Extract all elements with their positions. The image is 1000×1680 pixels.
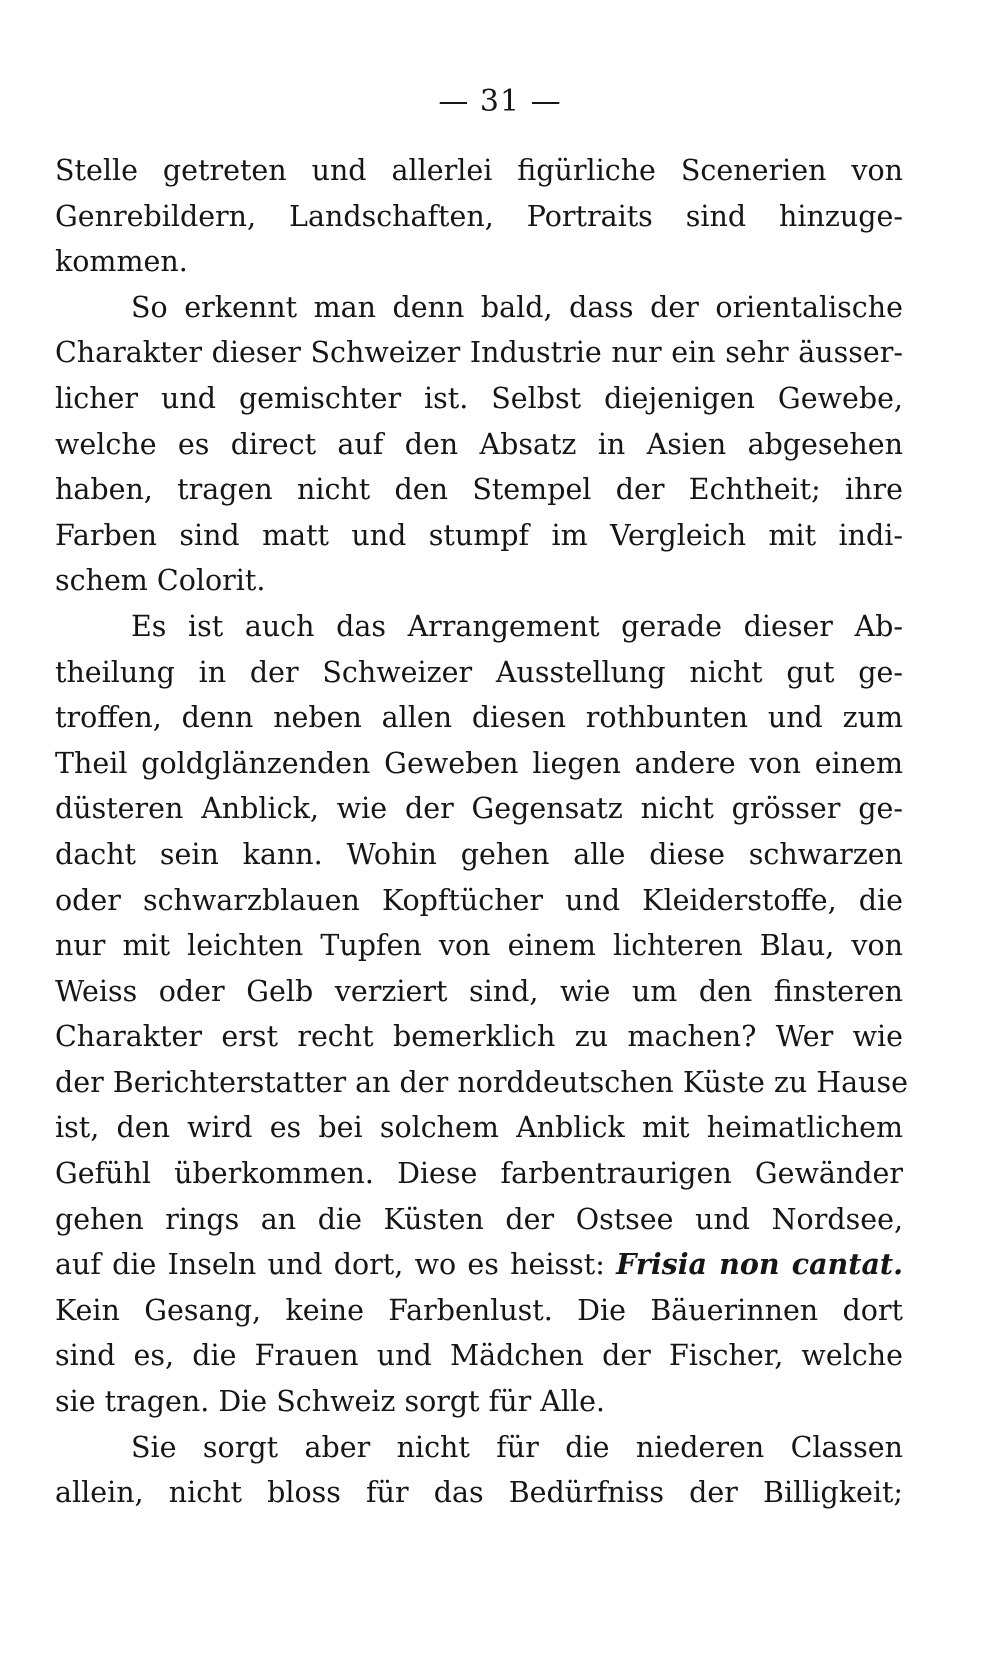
text-line: troffen, denn neben allen diesen rothbunten und zum: [55, 701, 903, 735]
paragraph-2: [55, 285, 903, 604]
text-line: So erkennt man denn bald, dass der orientalische: [131, 290, 903, 324]
text-line: theilung in der Schweizer Ausstellung nicht gut ge-: [55, 655, 903, 689]
page-number: — 31 —: [438, 84, 562, 119]
text-line: oder schwarzblauen Kopftücher und Kleiderstoffe, die: [55, 883, 903, 917]
text-line: der Berichterstatter an der norddeutschen Küste zu Hause: [55, 1065, 908, 1099]
text-line: dacht sein kann. Wohin gehen alle diese schwarzen: [55, 837, 903, 871]
text-line: Stelle getreten und allerlei figürliche Scenerien von: [55, 154, 903, 187]
text-segment: auf die Inseln und dort, wo es heisst:: [55, 1248, 605, 1282]
text-line: welche es direct auf den Absatz in Asien abgesehen: [55, 427, 903, 461]
italic-phrase: Frisia non cantat.: [616, 1247, 903, 1282]
text-line: licher und gemischter ist. Selbst diejenigen Gewebe,: [55, 381, 903, 415]
text-line: Sie sorgt aber nicht für die niederen Classen: [131, 1430, 903, 1464]
text-line: ist, den wird es bei solchem Anblick mit heimatlichem: [55, 1111, 903, 1145]
paragraph-3: [55, 604, 908, 1425]
text-line: Charakter dieser Schweizer Industrie nur ein sehr äusser-: [55, 336, 903, 370]
text-line: sie tragen. Die Schweiz sorgt für Alle.: [55, 1385, 605, 1419]
text-line: düsteren Anblick, wie der Gegensatz nicht grösser ge-: [55, 792, 903, 826]
text-line: sind es, die Frauen und Mädchen der Fischer, welche: [55, 1339, 903, 1373]
text-line: Kein Gesang, keine Farbenlust. Die Bäuerinnen dort: [55, 1293, 903, 1327]
text-line: kommen.: [55, 245, 188, 279]
text-line: schem Colorit.: [55, 564, 266, 598]
body-text: [55, 148, 908, 1516]
paragraph-4: [55, 1425, 903, 1516]
text-line-with-italic: [55, 1242, 903, 1288]
paragraph-1: [55, 148, 903, 285]
text-line: Genrebildern, Landschaften, Portraits sind hinzuge-: [55, 199, 903, 233]
text-line: Es ist auch das Arrangement gerade dieser Ab-: [131, 609, 903, 643]
text-line: Gefühl überkommen. Diese farbentraurigen Gewänder: [55, 1157, 903, 1191]
text-line: Weiss oder Gelb verziert sind, wie um den finsteren: [55, 974, 903, 1008]
text-line: allein, nicht bloss für das Bedürfniss der Billigkeit;: [55, 1476, 903, 1510]
text-line: Charakter erst recht bemerklich zu machen? Wer wie: [55, 1020, 903, 1054]
text-line: gehen rings an die Küsten der Ostsee und Nordsee,: [55, 1202, 903, 1236]
text-line: Farben sind matt und stumpf im Vergleich mit indi-: [55, 518, 903, 552]
text-line: nur mit leichten Tupfen von einem lichteren Blau, von: [55, 929, 903, 963]
text-line: Theil goldglänzenden Geweben liegen andere von einem: [55, 746, 903, 780]
text-line: haben, tragen nicht den Stempel der Echtheit; ihre: [55, 473, 903, 507]
